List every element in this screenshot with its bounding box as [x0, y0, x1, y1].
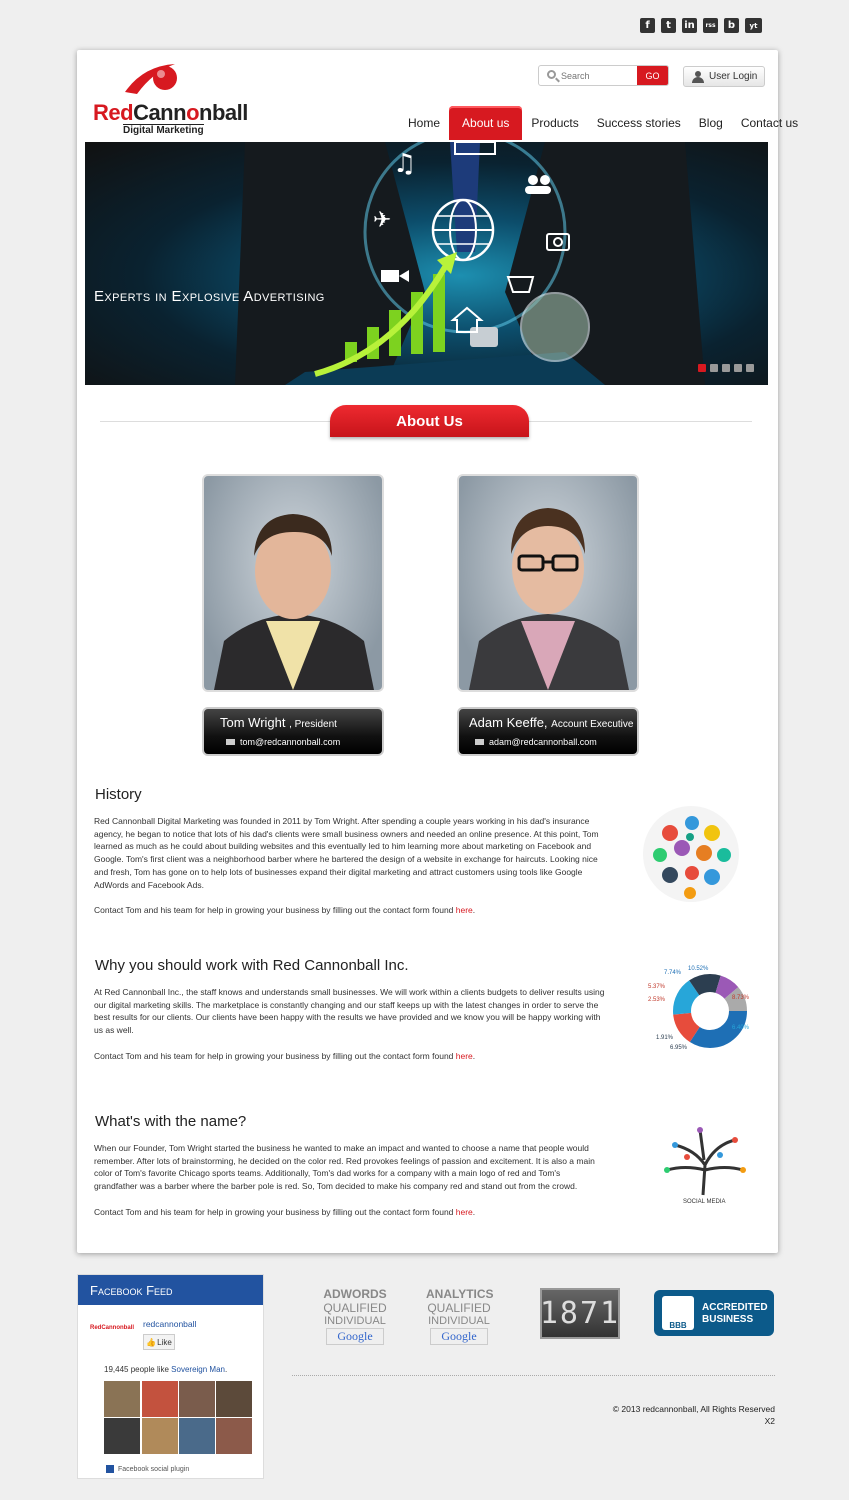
slider-dot[interactable]: [698, 364, 706, 372]
photo-adam-keeffe: [457, 474, 639, 692]
cannonball-logo-icon: [123, 60, 185, 100]
user-login-button[interactable]: [683, 66, 765, 87]
nav-contact-us[interactable]: Contact us: [740, 116, 799, 130]
icon-globe-graphic: [640, 803, 742, 905]
donut-label: 1.91%: [656, 1035, 674, 1041]
tree-label: SOCIAL MEDIA: [683, 1199, 726, 1205]
social-media-tree-graphic: [655, 1115, 755, 1205]
donut-label: 5.37%: [648, 984, 666, 990]
section-title-history: History: [95, 786, 142, 803]
facebook-icon[interactable]: f: [640, 18, 655, 33]
nav-about-us[interactable]: About us: [449, 106, 522, 140]
contact-line: Contact Tom and his team for help in growing your business by filling out the contact form found here.: [94, 1206, 476, 1217]
contact-line: Contact Tom and his team for help in growing your business by filling out the contact form found here.: [94, 1050, 476, 1061]
logo-text: RedCannonball: [93, 100, 248, 125]
facebook-fan-avatar[interactable]: [104, 1381, 140, 1417]
youtube-icon[interactable]: yt: [745, 18, 762, 33]
slider-dots: [698, 364, 754, 372]
donut-label: 7.74%: [664, 970, 682, 976]
search-box: [538, 65, 669, 86]
team-name: Tom Wright , President: [220, 715, 337, 730]
adwords-badge: ADWORDS QUALIFIED INDIVIDUAL Google: [323, 1287, 387, 1343]
bbb-logo-icon: BBB: [662, 1296, 694, 1330]
team-email[interactable]: tom@redcannonball.com: [226, 737, 340, 747]
section-title-why: Why you should work with Red Cannonball Inc.: [95, 957, 409, 974]
team-name: Adam Keeffe, Account Executive: [469, 715, 634, 730]
paragraph: At Red Cannonball Inc., the staff knows and understands small businesses. We will work within a clients budgets to deliver results using our digital marketing skills. The marketplace is constantly changing and our staff keeps up with the latest changes in order to serve the best results for our clients. Our clients have been happy with the results we have provided and we know you will be happy working with us as well.: [94, 987, 605, 1036]
rss-icon[interactable]: rss: [703, 18, 718, 33]
donut-label: 10.52%: [688, 966, 709, 972]
thumbs-up-icon: 👍: [146, 1337, 157, 1347]
facebook-likes-count: 19,445 people like Sovereign Man.: [104, 1365, 228, 1374]
photo-tom-wright: [202, 474, 384, 692]
contact-form-link[interactable]: here: [455, 1050, 473, 1061]
section-body-history: [94, 815, 606, 917]
nav-success-stories[interactable]: Success stories: [596, 116, 681, 130]
portrait-tom: [204, 476, 382, 690]
donut-chart: [642, 963, 752, 1055]
hero-banner: [85, 142, 768, 385]
facebook-feed-title: Facebook Feed: [78, 1275, 263, 1305]
facebook-feed: [77, 1274, 264, 1479]
analytics-badge: ANALYTICS QUALIFIED INDIVIDUAL Google: [426, 1287, 494, 1343]
blogger-icon[interactable]: b: [724, 18, 739, 33]
mail-icon: [226, 739, 235, 745]
user-icon: [692, 71, 704, 83]
donut-label: 2.53%: [648, 997, 666, 1003]
hero-tagline: Experts in Explosive Advertising: [94, 288, 325, 305]
facebook-plugin-credit: Facebook social plugin: [106, 1465, 189, 1473]
portrait-adam: [459, 476, 637, 690]
section-body-why: [94, 986, 606, 1063]
donut-label: 6.40%: [732, 1025, 750, 1031]
donut-chart-graphic: [642, 963, 752, 1055]
contact-line: Contact Tom and his team for help in growing your business by filling out the contact form found here.: [94, 905, 476, 916]
contact-form-link[interactable]: here: [455, 1206, 473, 1217]
nameplate-tom-wright: [202, 707, 384, 756]
nav-products[interactable]: Products: [531, 116, 579, 130]
facebook-fan-avatar[interactable]: [179, 1418, 215, 1454]
logo[interactable]: [93, 60, 253, 136]
facebook-fan-avatar[interactable]: [104, 1418, 140, 1454]
search-icon: [547, 70, 556, 79]
facebook-fan-avatar[interactable]: [216, 1381, 252, 1417]
facebook-page-logo: RedCannonball: [90, 1325, 135, 1331]
donut-label: 6.95%: [670, 1045, 688, 1051]
slider-dot[interactable]: [746, 364, 754, 372]
facebook-fan-avatar[interactable]: [179, 1381, 215, 1417]
facebook-like-button[interactable]: 👍 Like: [143, 1334, 175, 1350]
section-title-name: What's with the name?: [95, 1113, 247, 1130]
svg-text:✈: ✈: [373, 208, 392, 233]
slider-dot[interactable]: [710, 364, 718, 372]
facebook-fan-avatar[interactable]: [142, 1418, 178, 1454]
twitter-icon[interactable]: t: [661, 18, 676, 33]
facebook-icon: [106, 1465, 114, 1473]
main-nav: [399, 106, 807, 140]
facebook-likes-link[interactable]: Sovereign Man: [171, 1365, 225, 1374]
facebook-page-name[interactable]: redcannonball: [143, 1319, 197, 1329]
svg-text:♫: ♫: [393, 149, 417, 179]
contact-form-link[interactable]: here: [455, 905, 473, 916]
1871-badge: 1871: [540, 1288, 620, 1339]
nav-home[interactable]: Home: [408, 116, 441, 130]
copyright: © 2013 redcannonball, All Rights Reserved X2: [612, 1404, 775, 1426]
hero-illustration: [85, 142, 768, 385]
donut-label: 8.73%: [732, 995, 750, 1001]
slider-dot[interactable]: [734, 364, 742, 372]
search-input[interactable]: [561, 68, 635, 83]
social-links: [640, 18, 762, 33]
nameplate-adam-keeffe: [457, 707, 639, 756]
user-login-label: User Login: [709, 71, 758, 82]
team-email[interactable]: adam@redcannonball.com: [475, 737, 597, 747]
bbb-accredited-badge: BBB ACCREDITED BUSINESS: [654, 1290, 774, 1336]
footer-divider: [292, 1375, 775, 1376]
search-go-button[interactable]: GO: [637, 66, 668, 85]
facebook-fan-avatar[interactable]: [216, 1418, 252, 1454]
paragraph: Red Cannonball Digital Marketing was founded in 2011 by Tom Wright. After spending a couple years working in his dad's insurance agency, he began to notice that lots of his dad's clients were small business owners and needed an online presence. At this point, Tom learned as much as he could about building websites and this eventually led to him learning more about marketing on Facebook and Google. Tom's first client was a neighborhood barber where he bartered the design of a website in exchange for haircuts. Looking nice and fresh, Tom has gone on to help lots of businesses expand their digital marketing and attract customers using tools like Google AdWords and Facebook Ads.: [94, 816, 599, 890]
section-heading-about-us: About Us: [330, 405, 529, 437]
paragraph: When our Founder, Tom Wright started the business he wanted to make an impact and wanted to choose a name that people would remember. After lots of brainstorming, he decided on the color red. Red provokes feelings of passion and excitement. It is also a main color of Tom's favorite Chicago sports teams. Additionally, Tom's dad works for a company with a main logo of red and Tom's grandfather was a barber where the barber pole is red. So, Tom decided to make his company red and stand out from the crowd.: [94, 1143, 595, 1192]
section-body-name: [94, 1142, 606, 1219]
mail-icon: [475, 739, 484, 745]
slider-dot[interactable]: [722, 364, 730, 372]
linkedin-icon[interactable]: in: [682, 18, 697, 33]
facebook-fan-avatar[interactable]: [142, 1381, 178, 1417]
logo-subtitle: Digital Marketing: [123, 125, 204, 136]
nav-blog[interactable]: Blog: [698, 116, 723, 130]
